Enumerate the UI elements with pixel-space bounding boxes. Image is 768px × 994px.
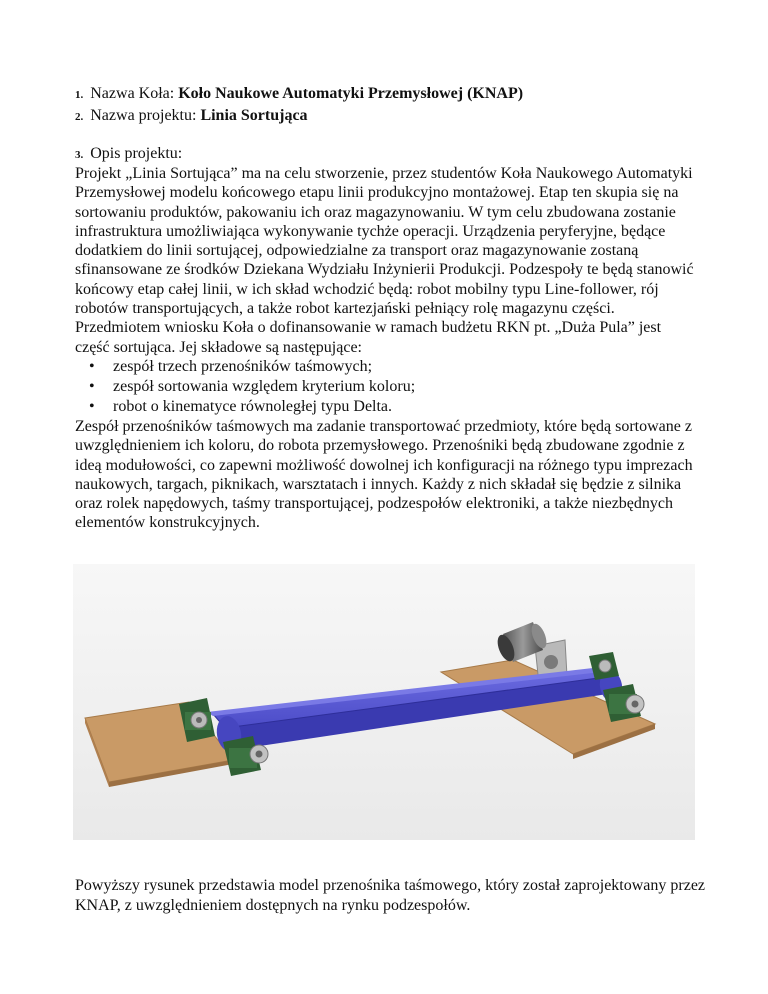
figure-caption: Powyższy rysunek przedstawia model przenośnika taśmowego, który został zaprojektowany przez KNAP, z uwzględnieniem dostępnych na rynku podzespołów.: [75, 877, 706, 914]
heading-item-3: [75, 144, 182, 165]
paragraph: Projekt „Linia Sortująca” ma na celu stworzenie, przez studentów Koła Naukowego Automatyki Przemysłowej modelu końcowego etapu linii produkcyjno montażowej. Etap ten skupia się na sortowaniu produktów, pakowaniu ich oraz magazynowaniu. W tym celu zbudowana zostanie infrastruktura umożliwiająca wykonywanie tychże operacji. Urządzenia peryferyjne, będące dodatkiem do linii sortującej, odpowiedzialne za transport oraz magazynowanie zostaną sfinansowane ze środków Dziekana Wydziału Inżynierii Produkcji. Podzespoły te będą stanowić końcowy etap całej linii, w ich skład wchodzić będą: robot mobilny typu Line-follower, rój robotów transportujących, a także robot kartezjański pełniący rolę magazynu części.: [75, 165, 694, 318]
item-number: 1.: [75, 89, 84, 101]
heading-item-1: [75, 84, 523, 105]
project-name-label: Nazwa projektu:: [90, 107, 197, 124]
belt-conveyor-illustration: [73, 564, 695, 840]
conveyor-model-figure: [73, 564, 695, 840]
item-number: 3.: [75, 149, 84, 161]
item-number: 2.: [75, 111, 84, 123]
bullet-icon: •: [89, 357, 95, 375]
component-list: [75, 357, 695, 417]
heading-item-2: [75, 106, 308, 127]
club-name-value: Koło Naukowe Automatyki Przemysłowej (KNAP): [178, 85, 524, 102]
list-item: • zespół sortowania względem kryterium koloru;: [89, 377, 416, 395]
bullet-icon: •: [89, 397, 95, 415]
project-description: [75, 164, 695, 533]
project-description-label: Opis projektu:: [90, 145, 183, 162]
club-name-label: Nazwa Koła:: [90, 85, 175, 102]
bullet-icon: •: [89, 377, 95, 395]
list-item: • zespół trzech przenośników taśmowych;: [89, 357, 373, 375]
paragraph: Przedmiotem wniosku Koła o dofinansowanie w ramach budżetu RKN pt. „Duża Pula” jest część sortująca. Jej składowe są następujące:: [75, 319, 662, 356]
list-item: • robot o kinematyce równoległej typu Delta.: [89, 397, 393, 415]
project-name-value: Linia Sortująca: [200, 107, 308, 124]
paragraph: Zespół przenośników taśmowych ma zadanie transportować przedmioty, które będą sortowane z uwzględnieniem ich koloru, do robota przemysłowego. Przenośniki będą zbudowane zgodnie z ideą modułowości, co zapewni możliwość dowolnej ich konfiguracji na różnego typu imprezach naukowych, targach, piknikach, warsztatach i innych. Każdy z nich składał się będzie z silnika oraz rolek napędowych, taśmy transportującej, podzespołów elektroniki, a także niezbędnych elementów konstrukcyjnych.: [75, 417, 693, 532]
